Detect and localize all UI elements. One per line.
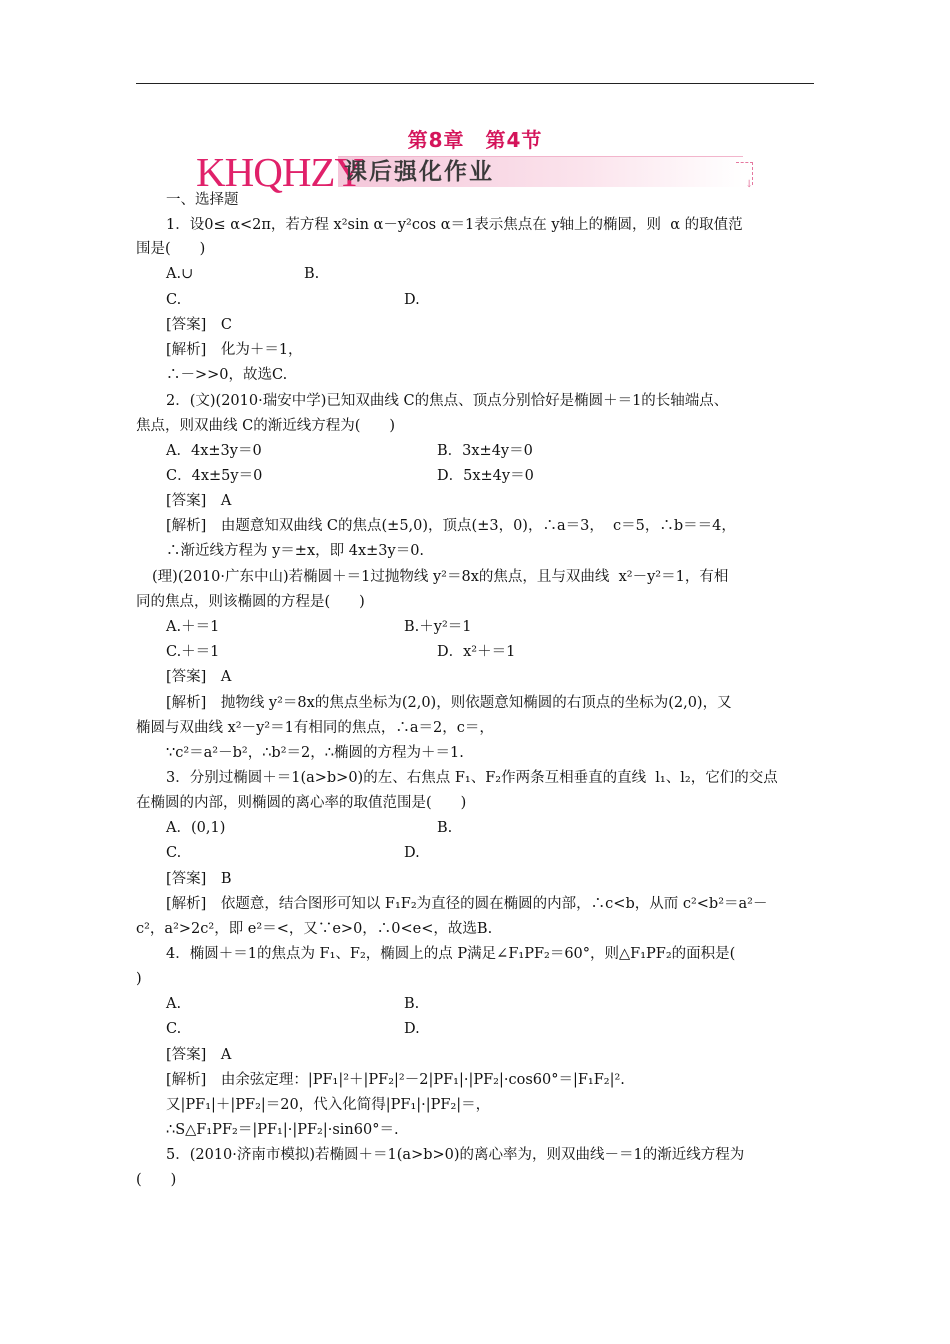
text-line: 焦点，则双曲线 C的渐近线方程为( ) bbox=[136, 418, 396, 434]
section-heading: 一、选择题 bbox=[166, 192, 239, 208]
text-line: 3．分别过椭圆＋＝1(a>b>0)的左、右焦点 F₁、F₂作两条互相垂直的直线 l₁、l₂，它们的交点 bbox=[166, 770, 778, 786]
text-line: [答案] B bbox=[166, 871, 232, 887]
text-line: B. bbox=[437, 820, 453, 836]
text-line: B．3x±4y＝0 bbox=[437, 443, 533, 459]
text-line: A.＋＝1 bbox=[166, 619, 220, 635]
text-line: B. bbox=[404, 996, 420, 1012]
text-line: 1．设0≤ α<2π，若方程 x²sin α－y²cos α＝1表示焦点在 y轴上的椭圆，则 α 的取值范 bbox=[166, 217, 743, 233]
text-line: c²，a²>2c²，即 e²＝<，又∵e>0，∴0<e<，故选B. bbox=[136, 921, 493, 937]
text-line: [解析] 由余弦定理：|PF₁|²＋|PF₂|²－2|PF₁|·|PF₂|·cos60°＝|F₁F₂|². bbox=[166, 1072, 625, 1088]
text-line: D．5x±4y＝0 bbox=[437, 468, 534, 484]
text-line: ( ) bbox=[136, 1172, 177, 1188]
text-line: 2．(文)(2010·瑞安中学)已知双曲线 C的焦点、顶点分别恰好是椭圆＋＝1的长轴端点、 bbox=[166, 393, 729, 409]
text-line: ∴S△F₁PF₂＝|PF₁|·|PF₂|·sin60°＝. bbox=[166, 1122, 399, 1138]
text-line: C. bbox=[166, 1021, 182, 1037]
text-line: 同的焦点，则该椭圆的方程是( ) bbox=[136, 594, 365, 610]
banner-logo: KHQHZY bbox=[196, 149, 364, 195]
text-line: B. bbox=[304, 266, 320, 282]
text-line: C. bbox=[166, 845, 182, 861]
chapter-title: 第8章 第4节 bbox=[407, 128, 543, 152]
text-line: C. bbox=[166, 292, 182, 308]
banner-title: 课后强化作业 bbox=[344, 159, 494, 185]
text-line: C.＋＝1 bbox=[166, 644, 220, 660]
text-line: ∵c²＝a²－b²，∴b²＝2，∴椭圆的方程为＋＝1. bbox=[166, 745, 464, 761]
text-line: [答案] A bbox=[166, 493, 232, 509]
text-line: C．4x±5y＝0 bbox=[166, 468, 263, 484]
text-line: [解析] 依题意，结合图形可知以 F₁F₂为直径的圆在椭圆的内部，∴c<b，从而 c²<b²＝a²－ bbox=[166, 896, 768, 912]
text-line: 5．(2010·济南市模拟)若椭圆＋＝1(a>b>0)的离心率为，则双曲线－＝1的渐近线方程为 bbox=[166, 1147, 745, 1163]
text-line: 围是( ) bbox=[136, 241, 206, 257]
text-line: ∴－>>0，故选C. bbox=[166, 367, 288, 383]
text-line: [答案] C bbox=[166, 317, 232, 333]
text-line: 又|PF₁|＋|PF₂|＝20，代入化简得|PF₁|·|PF₂|＝， bbox=[166, 1097, 491, 1113]
text-line: ∴渐近线方程为 y＝±x，即 4x±3y＝0. bbox=[166, 543, 425, 559]
text-line: [答案] A bbox=[166, 1047, 232, 1063]
text-line: 4．椭圆＋＝1的焦点为 F₁、F₂，椭圆上的点 P满足∠F₁PF₂＝60°，则△F₁PF₂的面积是( bbox=[166, 946, 736, 962]
down-arrow-icon: ↓ bbox=[745, 179, 754, 190]
text-line: 椭圆与双曲线 x²－y²＝1有相同的焦点，∴a＝2，c＝， bbox=[136, 720, 494, 736]
text-line: D. bbox=[404, 845, 420, 861]
header-rule bbox=[136, 83, 814, 84]
section-banner bbox=[196, 149, 766, 195]
text-line: ) bbox=[136, 971, 142, 987]
text-line: D. bbox=[404, 1021, 420, 1037]
text-line: (理)(2010·广东中山)若椭圆＋＝1过抛物线 y²＝8x的焦点，且与双曲线 x²－y²＝1，有相 bbox=[152, 569, 729, 585]
text-line: D. bbox=[404, 292, 420, 308]
text-line: A．(0,1) bbox=[166, 820, 226, 836]
text-line: [解析] 由题意知双曲线 C的焦点(±5,0)，顶点(±3，0)，∴a＝3， c＝5，∴b＝＝4， bbox=[166, 518, 736, 534]
text-line: A. bbox=[166, 996, 182, 1012]
text-line: B.＋y²＝1 bbox=[404, 619, 472, 635]
text-line: A．4x±3y＝0 bbox=[166, 443, 262, 459]
text-line: 在椭圆的内部，则椭圆的离心率的取值范围是( ) bbox=[136, 795, 467, 811]
text-line: [解析] 化为＋＝1， bbox=[166, 342, 303, 358]
text-line: D．x²＋＝1 bbox=[437, 644, 516, 660]
text-line: [答案] A bbox=[166, 669, 232, 685]
text-line: A.∪ bbox=[166, 266, 194, 282]
text-line: [解析] 抛物线 y²＝8x的焦点坐标为(2,0)，则依题意知椭圆的右顶点的坐标为(2,0)，又 bbox=[166, 695, 732, 711]
